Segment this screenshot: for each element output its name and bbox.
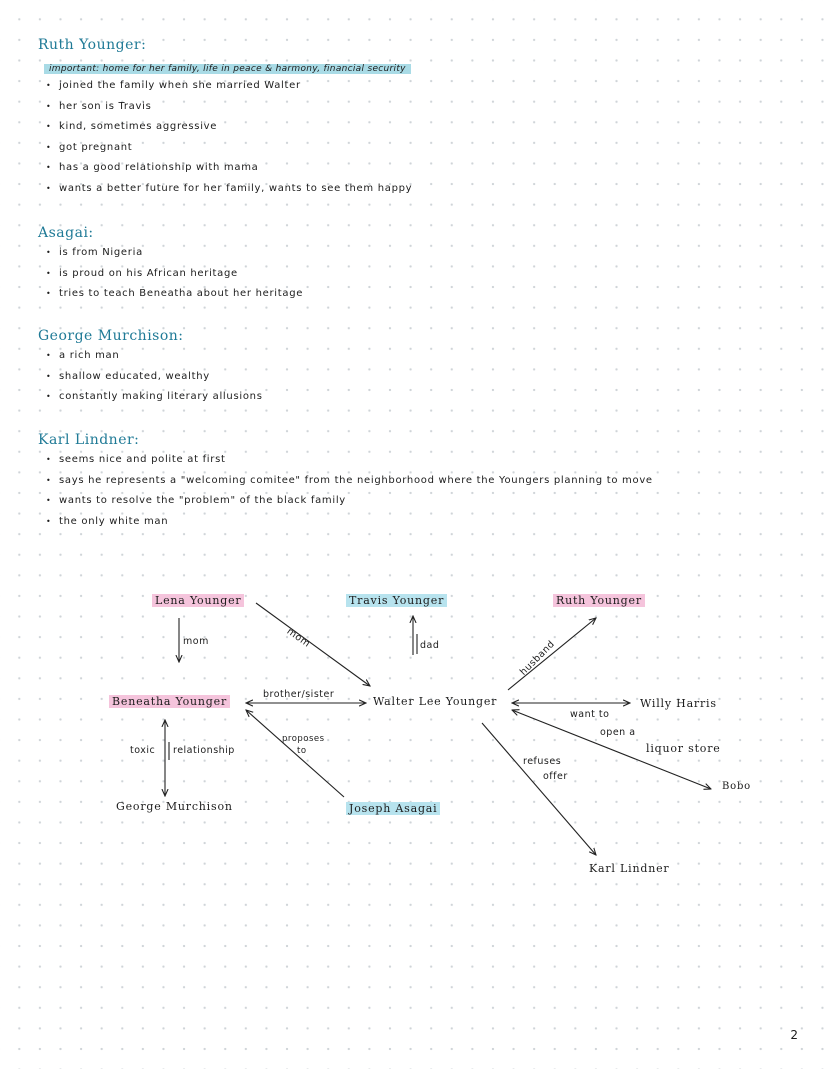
label-proposes: proposes [282, 734, 325, 744]
node-liquor-store: liquor store [646, 742, 721, 755]
label-husband: husband [518, 638, 558, 678]
label-relationship: relationship [173, 745, 235, 756]
list-item: • says he represents a "welcoming comitee" from the neighborhood where the Youngers planning to move [46, 471, 798, 492]
list-asagai [38, 243, 798, 305]
list-item: • got pregnant [46, 138, 798, 159]
heading-george: George Murchison: [38, 328, 184, 344]
label-brother-sister: brother/sister [263, 689, 335, 700]
label-mom-diagonal: mom [284, 626, 313, 650]
list-item: • wants a better future for her family, wants to see them happy [46, 179, 798, 200]
list-item: • seems nice and polite at first [46, 450, 798, 471]
heading-asagai: Asagai: [38, 225, 94, 241]
node-willy: Willy Harris [640, 697, 717, 710]
diagram-arrows [0, 570, 828, 900]
section-ruth [38, 34, 798, 200]
list-item: • has a good relationship with mama [46, 158, 798, 179]
section-george [38, 325, 798, 408]
list-item: • wants to resolve the "problem" of the black family [46, 491, 798, 512]
label-to: to [297, 746, 307, 756]
node-beneatha: Beneatha Younger [109, 695, 230, 708]
label-offer: offer [543, 771, 568, 782]
list-ruth [38, 76, 798, 200]
list-george [38, 346, 798, 408]
label-dad: dad [420, 640, 440, 651]
list-item: • shallow educated, wealthy [46, 367, 798, 388]
list-item: • is from Nigeria [46, 243, 798, 264]
heading-ruth: Ruth Younger: [38, 37, 147, 53]
node-george: George Murchison [116, 800, 233, 813]
heading-karl: Karl Lindner: [38, 432, 140, 448]
arrow-walter-karl [482, 723, 596, 855]
section-asagai [38, 222, 798, 305]
node-travis: Travis Younger [346, 594, 447, 607]
node-karl: Karl Lindner [589, 862, 670, 875]
section-karl [38, 429, 798, 532]
list-item: • a rich man [46, 346, 798, 367]
node-joseph: Joseph Asagai [346, 802, 440, 815]
label-mom: mom [183, 636, 209, 647]
label-want-to: want to [570, 709, 610, 720]
list-item: • is proud on his African heritage [46, 264, 798, 285]
label-open-a: open a [600, 727, 636, 738]
subtitle-ruth: important: home for her family, life in peace & harmony, financial security [44, 64, 411, 74]
label-toxic: toxic [130, 745, 156, 756]
list-item: • her son is Travis [46, 97, 798, 118]
node-lena: Lena Younger [152, 594, 244, 607]
node-ruth: Ruth Younger [553, 594, 645, 607]
arrow-joseph-beneatha [246, 710, 344, 797]
list-item: • constantly making literary allusions [46, 387, 798, 408]
list-item: • tries to teach Beneatha about her heritage [46, 284, 798, 305]
list-item: • the only white man [46, 512, 798, 533]
relationship-diagram [0, 570, 828, 900]
arrow-lena-walter [256, 603, 370, 686]
label-refuses: refuses [523, 756, 562, 767]
list-karl [38, 450, 798, 532]
list-item: • kind, sometimes aggressive [46, 117, 798, 138]
page-number: 2 [790, 1028, 798, 1042]
arrow-walter-ruth [508, 618, 596, 690]
node-bobo: Bobo [722, 781, 751, 792]
list-item: • joined the family when she married Walter [46, 76, 798, 97]
node-walter: Walter Lee Younger [373, 695, 498, 708]
